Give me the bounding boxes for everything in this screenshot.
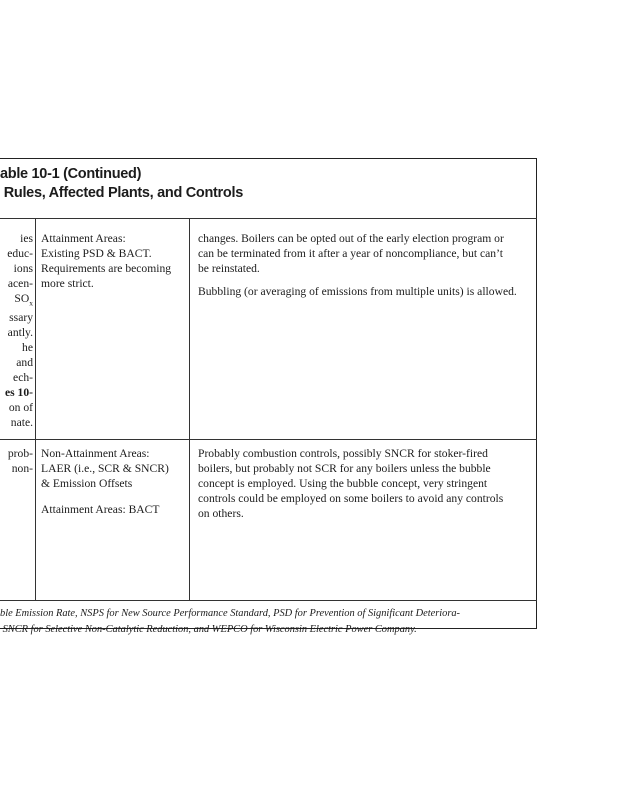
row2-col2-line: Attainment Areas: BACT <box>41 503 160 516</box>
footnote-line: ble Emission Rate, NSPS for New Source Performance Standard, PSD for Prevention of Significant Deteriora- <box>0 608 461 619</box>
row1-col1-line: ech- <box>13 371 33 385</box>
row1-col1-line: ies <box>20 232 33 245</box>
row2-col2-line: Non-Attainment Areas: <box>41 447 150 460</box>
row1-col1 <box>0 231 33 430</box>
table-title: able 10-1 (Continued) <box>0 166 142 182</box>
footnote-line: SNCR for Selective Non-Catalytic Reduction, and WEPCO for Wisconsin Electric Power Company. <box>0 624 417 635</box>
column-divider-1 <box>35 218 36 600</box>
row1-col1-line: nate. <box>10 416 33 430</box>
row1-col1-line: acen- <box>7 277 33 290</box>
footnote-divider <box>0 600 537 601</box>
row1-col1-line: and <box>16 356 33 370</box>
row2-col1-line: non- <box>11 462 33 475</box>
row2-col3-line: Probably combustion controls, possibly SNCR for stoker-fired <box>198 447 488 460</box>
row1-col3 <box>198 231 534 299</box>
row1-col1-line: antly. <box>7 326 33 340</box>
row1-col3-line: Bubbling (or averaging of emissions from multiple units) is allowed. <box>198 285 517 298</box>
row1-col1-line: ions <box>13 262 33 275</box>
row1-col2-line: Existing PSD & BACT. <box>41 247 152 260</box>
row1-col2-line: more strict. <box>41 277 94 290</box>
row2-col1 <box>0 446 33 476</box>
header-divider <box>0 218 537 219</box>
row1-col1-line: he <box>22 341 33 355</box>
row1-col1-line: es 10- <box>4 386 33 400</box>
row2-col3-line: on others. <box>198 507 244 520</box>
row1-col2-line: Attainment Areas: <box>41 232 126 245</box>
row-divider <box>0 439 537 440</box>
row1-col2-line: Requirements are becoming <box>41 262 172 275</box>
row2-col2-line: & Emission Offsets <box>41 477 133 490</box>
row1-col2 <box>41 231 187 291</box>
row2-col3 <box>198 446 534 521</box>
table-frame <box>0 158 537 629</box>
row1-col1-line: educ- <box>7 247 33 260</box>
row1-col1-line: $SO_x$ <box>14 292 33 308</box>
column-divider-2 <box>189 218 190 600</box>
row2-col1-line: prob- <box>7 447 33 460</box>
row2-col2-line: LAER (i.e., SCR & SNCR) <box>41 462 169 475</box>
row1-col1-line: ssary <box>9 311 33 325</box>
row2-col2 <box>41 446 187 517</box>
row2-col3-line: boilers, but probably not SCR for any boilers unless the bubble <box>198 462 491 475</box>
table-subtitle: Rules, Affected Plants, and Controls <box>0 185 243 201</box>
row2-col3-line: controls could be employed on some boilers to avoid any controls <box>198 492 504 505</box>
row1-col3-line: be reinstated. <box>198 262 260 275</box>
row1-col1-line: on of <box>8 401 33 415</box>
row1-col3-line: can be terminated from it after a year of noncompliance, but can’t <box>198 247 503 260</box>
row2-col3-line: concept is employed. Using the bubble concept, very stringent <box>198 477 488 490</box>
row1-col3-line: changes. Boilers can be opted out of the early election program or <box>198 232 504 245</box>
